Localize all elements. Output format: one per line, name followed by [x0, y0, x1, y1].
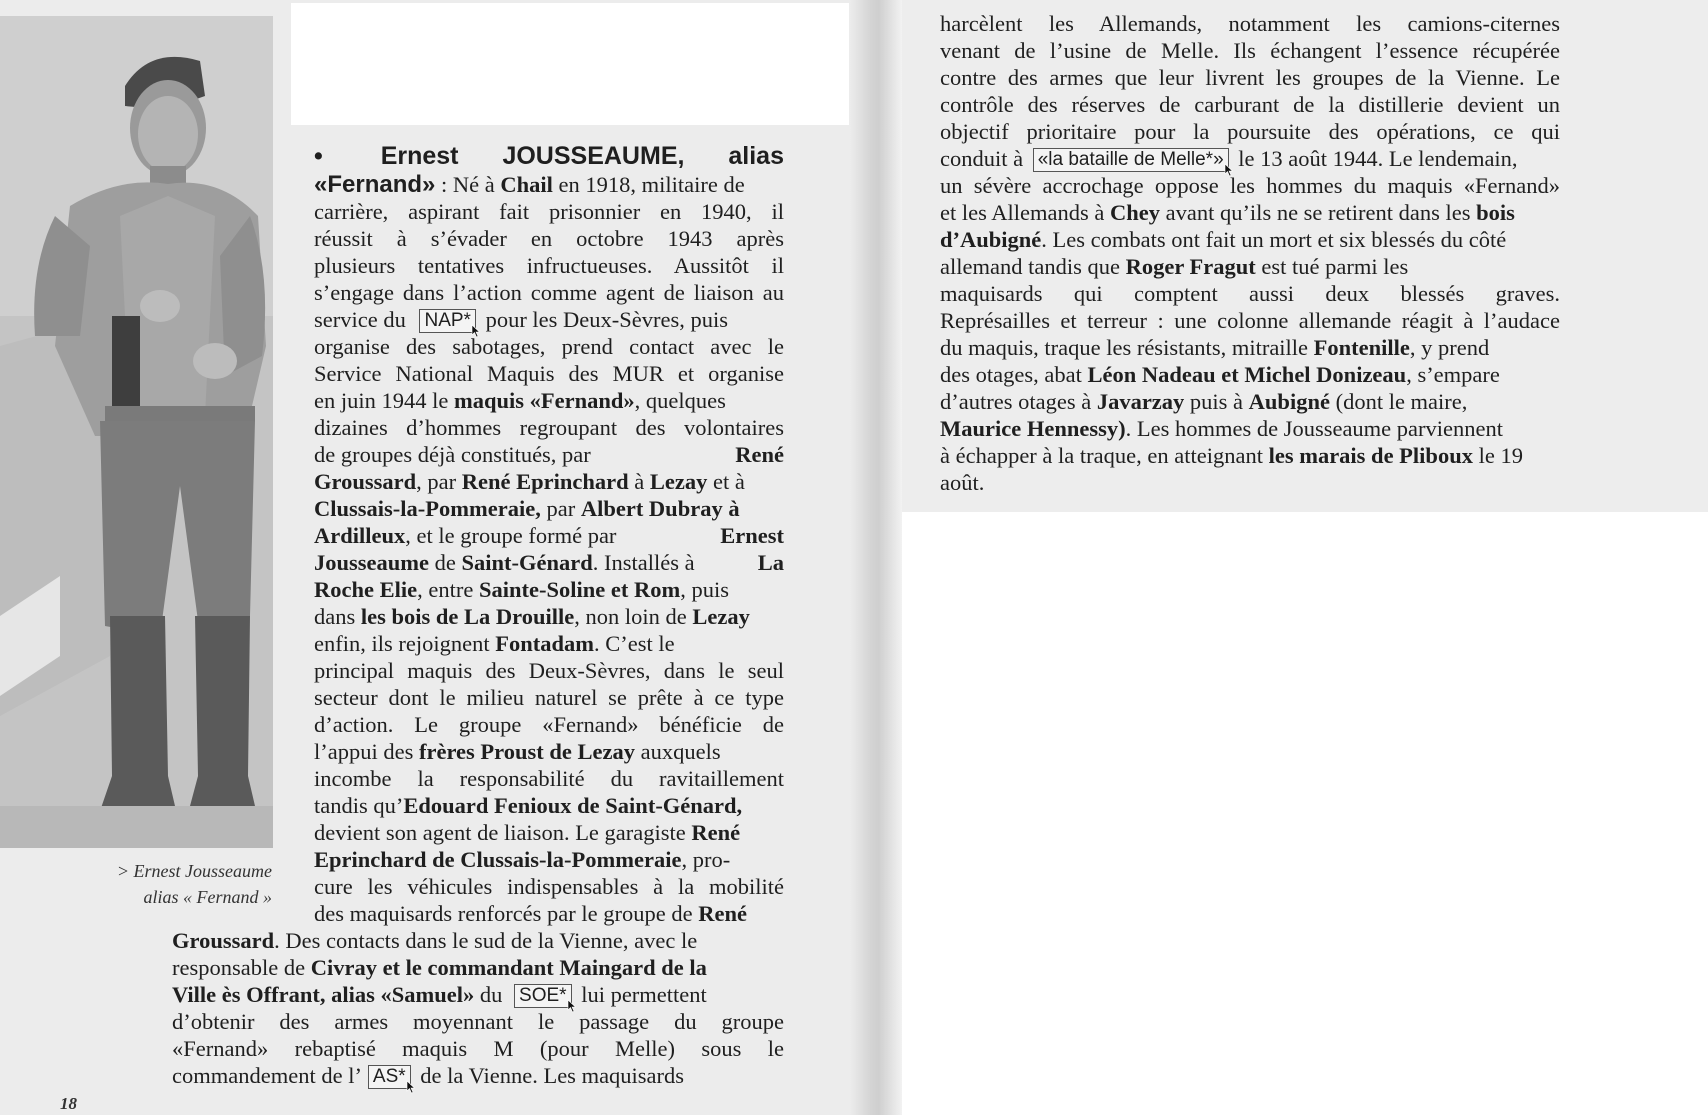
- bataille-melle-glossary-link[interactable]: [1033, 148, 1229, 172]
- heading-alias: alias: [728, 142, 784, 170]
- right-line-16: [940, 415, 1560, 442]
- link-label: AS*: [372, 1066, 406, 1087]
- place-javarzay: Javarzay: [1096, 389, 1185, 414]
- link-label: NAP*: [424, 310, 471, 331]
- right-page-blank-area: [902, 512, 1708, 1115]
- name-nadeau-donizeau: Léon Nadeau et Michel Donizeau: [1087, 362, 1407, 387]
- body-line-2: carrière, aspirant fait prisonnier en 1940, il: [314, 199, 784, 224]
- place-ardilleux: Ardilleux: [314, 523, 406, 548]
- text-span: par: [540, 496, 581, 521]
- place-la: La: [757, 550, 784, 575]
- name-rene-eprinchard: René Eprinchard: [461, 469, 629, 494]
- right-line-6: [940, 145, 1560, 172]
- link-label: «la bataille de Melle*»: [1037, 149, 1224, 170]
- text-span: , et le groupe formé par: [405, 523, 617, 548]
- text-span: lui permettent: [581, 982, 707, 1007]
- text-span: , entre: [417, 577, 479, 602]
- body-line-5: s’engage dans l’action comme agent de liaison au: [314, 280, 784, 305]
- body-line-4: plusieurs tentatives infructueuses. Aussitôt il: [314, 253, 784, 278]
- body-line-22: [314, 738, 784, 765]
- right-line-3: contre des armes que leur livrent les groupes de la Vienne. Le: [940, 65, 1560, 90]
- text-span: à: [628, 469, 650, 494]
- body-line-32: d’obtenir des armes moyennant le passage du groupe: [172, 1009, 784, 1034]
- text-span: le 19: [1472, 443, 1523, 468]
- text-span: devient son agent de liaison. Le garagiste: [314, 820, 692, 845]
- text-span: , pro-: [681, 847, 731, 872]
- body-line-14: [314, 522, 784, 549]
- text-span: (dont le maire,: [1329, 389, 1468, 414]
- name-jousseaume: Jousseaume: [314, 550, 430, 575]
- body-line-17: [314, 603, 784, 630]
- body-line-10: dizaines d’hommes regroupant des volontaires: [314, 415, 784, 440]
- body-line-23: incombe la responsabilité du ravitaillement: [314, 766, 784, 791]
- text-span: enfin, ils rejoignent: [314, 631, 496, 656]
- maquis-fernand: maquis «Fernand»: [453, 388, 635, 413]
- heading-name: Ernest: [380, 142, 459, 170]
- text-span: l’appui des: [314, 739, 419, 764]
- body-line-8: Service National Maquis des MUR et organise: [314, 361, 784, 386]
- text-span: . Les hommes de Jousseaume parviennent: [1125, 416, 1503, 441]
- text-span: de: [429, 550, 462, 575]
- body-line-3: réussit à s’évader en octobre 1943 après: [314, 226, 784, 251]
- name-maingard: Civray et le commandant Maingard de la: [310, 955, 707, 980]
- text-span: . Installés à: [592, 550, 695, 575]
- text-span: . C’est le: [593, 631, 675, 656]
- text-span: , quelques: [634, 388, 726, 413]
- body-line-27: cure les véhicules indispensables à la mobilité: [314, 874, 784, 899]
- text-span: auxquels: [634, 739, 721, 764]
- right-line-7: un sévère accrochage oppose les hommes du maquis «Fernand»: [940, 173, 1560, 198]
- text-span: , non loin de: [574, 604, 693, 629]
- text-span: , s’empare: [1406, 362, 1500, 387]
- text-span: , puis: [680, 577, 729, 602]
- place-chey: Chey: [1109, 200, 1160, 225]
- text-span: , par: [416, 469, 462, 494]
- body-line-34: [172, 1062, 784, 1089]
- redacted-area: [291, 3, 849, 125]
- place-lezay: Lezay: [649, 469, 708, 494]
- pointer-cursor-icon: [406, 1080, 416, 1094]
- place-bois: bois: [1476, 200, 1515, 225]
- caption-line-alias: alias « Fernand »: [143, 887, 272, 907]
- portrait-photo: [0, 16, 273, 848]
- text-span: tandis qu’: [314, 793, 404, 818]
- name-samuel: Ville ès Offrant, alias «Samuel»: [172, 982, 475, 1007]
- body-line-26: [314, 846, 784, 873]
- body-line-6: [314, 306, 784, 333]
- text-span: allemand tandis que: [940, 254, 1126, 279]
- text-span: d’autres otages à: [940, 389, 1097, 414]
- right-line-17: [940, 442, 1560, 469]
- place-marais-pliboux: les marais de Pliboux: [1268, 443, 1473, 468]
- photo-caption: [100, 858, 272, 910]
- text-span: du maquis, traque les résistants, mitraille: [940, 335, 1314, 360]
- body-line-24: [314, 792, 784, 819]
- text-span: puis à: [1184, 389, 1249, 414]
- right-line-11: maquisards qui comptent aussi deux blessés graves.: [940, 281, 1560, 306]
- right-line-9: [940, 226, 1560, 253]
- nap-glossary-link[interactable]: [419, 309, 475, 333]
- as-glossary-link[interactable]: [368, 1065, 411, 1089]
- text-span: pour les Deux-Sèvres, puis: [485, 307, 729, 332]
- body-line-13: [314, 495, 784, 522]
- text-span: commandement de l’: [172, 1063, 361, 1088]
- body-line-16: [314, 576, 784, 603]
- text-span: responsable de: [172, 955, 311, 980]
- right-line-4: contrôle des réserves de carburant de la distillerie devient un: [940, 92, 1560, 117]
- name-freres-proust: frères Proust de Lezay: [418, 739, 635, 764]
- soldier-portrait-drawing: [0, 16, 273, 848]
- text-span: le 13 août 1944. Le lendemain,: [1238, 146, 1518, 171]
- place-fontenille: Fontenille: [1313, 335, 1410, 360]
- right-line-12: Représailles et terreur : une colonne allemande réagit à l’audace: [940, 308, 1560, 333]
- book-gutter: [850, 0, 902, 1115]
- text-span: service du: [314, 307, 406, 332]
- caption-line-name: > Ernest Jousseaume: [116, 861, 272, 881]
- body-line-11: [314, 441, 784, 468]
- place-clussais: Clussais-la-Pommeraie,: [314, 496, 541, 521]
- heading-line: [314, 143, 784, 170]
- body-line-7: organise des sabotages, prend contact avec le: [314, 334, 784, 359]
- body-line-19: principal maquis des Deux-Sèvres, dans le seul: [314, 658, 784, 683]
- heading-bullet: •: [314, 142, 323, 170]
- right-line-2: venant de l’usine de Melle. Ils échangent l’essence récupérée: [940, 38, 1560, 63]
- body-line-29: [172, 927, 784, 954]
- text-span: , y prend: [1409, 335, 1490, 360]
- text-span: des maquisards renforcés par le groupe de: [314, 901, 699, 926]
- text-span: de groupes déjà constitués, par: [314, 442, 591, 467]
- name-rene: René: [691, 820, 741, 845]
- right-line-18: août.: [940, 470, 985, 495]
- body-line-15: [314, 549, 784, 576]
- body-line-30: [172, 954, 784, 981]
- place-lezay: Lezay: [692, 604, 750, 629]
- text-span: en juin 1944 le: [314, 388, 454, 413]
- body-line-31: [172, 981, 784, 1008]
- name-rene: René: [698, 901, 747, 926]
- name-roger-fragut: Roger Fragut: [1125, 254, 1256, 279]
- right-line-10: [940, 253, 1560, 280]
- place-aubigne: Aubigné: [1248, 389, 1330, 414]
- right-line-1: harcèlent les Allemands, notamment les camions-citernes: [940, 11, 1560, 36]
- link-label: SOE*: [519, 985, 567, 1006]
- body-line-12: [314, 468, 784, 495]
- body-line-21: d’action. Le groupe «Fernand» bénéficie de: [314, 712, 784, 737]
- name-albert-dubray: Albert Dubray à: [580, 496, 740, 521]
- text-span: de la Vienne. Les maquisards: [420, 1063, 685, 1088]
- place-bois-drouille: les bois de La Drouille: [360, 604, 575, 629]
- right-line-14: [940, 361, 1560, 388]
- body-line-33: «Fernand» rebaptisé maquis M (pour Melle) sous le: [172, 1036, 784, 1061]
- name-groussard: Groussard: [314, 469, 417, 494]
- name-groussard: Groussard: [172, 928, 275, 953]
- text-span: . Les combats ont fait un mort et six blessés du côté: [1041, 227, 1507, 252]
- soe-glossary-link[interactable]: [514, 984, 572, 1008]
- name-ernest: Ernest: [720, 523, 784, 548]
- text-span: en 1918, militaire de: [552, 172, 745, 197]
- place-aubigne: d’Aubigné: [940, 227, 1042, 252]
- body-line-28: [314, 900, 784, 927]
- place-sainte-soline-rom: Sainte-Soline et Rom: [478, 577, 681, 602]
- text-span: : Né à: [435, 172, 501, 197]
- right-line-8: [940, 199, 1560, 226]
- place-chail: Chail: [500, 172, 553, 197]
- right-line-13: [940, 334, 1560, 361]
- body-line-1: [314, 171, 784, 198]
- text-span: . Des contacts dans le sud de la Vienne, avec le: [274, 928, 698, 953]
- page-number: 18: [60, 1094, 77, 1113]
- text-span: et à: [707, 469, 745, 494]
- body-line-25: [314, 819, 784, 846]
- right-line-15: [940, 388, 1560, 415]
- heading-surname: JOUSSEAUME,: [502, 142, 685, 170]
- name-eprinchard-clussais: Eprinchard de Clussais-la-Pommeraie: [314, 847, 682, 872]
- text-span: est tué parmi les: [1255, 254, 1409, 279]
- text-span: conduit à: [940, 146, 1024, 171]
- place-roche-elie: Roche Elie: [314, 577, 418, 602]
- name-maurice-hennessy: Maurice Hennessy): [940, 416, 1126, 441]
- text-span: à échapper à la traque, en atteignant: [940, 443, 1269, 468]
- text-span: dans: [314, 604, 361, 629]
- name-edouard-fenioux: Edouard Fenioux de Saint-Génard,: [403, 793, 743, 818]
- place-saint-genard: Saint-Génard: [461, 550, 593, 575]
- text-span: des otages, abat: [940, 362, 1088, 387]
- body-line-9: [314, 387, 784, 414]
- text-span: avant qu’ils ne se retirent dans les: [1159, 200, 1477, 225]
- text-span: du: [474, 982, 503, 1007]
- right-line-5: objectif prioritaire pour la poursuite des opérations, ce qui: [940, 119, 1560, 144]
- name-rene: René: [735, 442, 784, 467]
- body-line-18: [314, 630, 784, 657]
- place-fontadam: Fontadam: [495, 631, 594, 656]
- body-line-20: secteur dont le milieu naturel se prête à ce type: [314, 685, 784, 710]
- alias-fernand: «Fernand»: [314, 171, 436, 198]
- text-span: et les Allemands à: [940, 200, 1110, 225]
